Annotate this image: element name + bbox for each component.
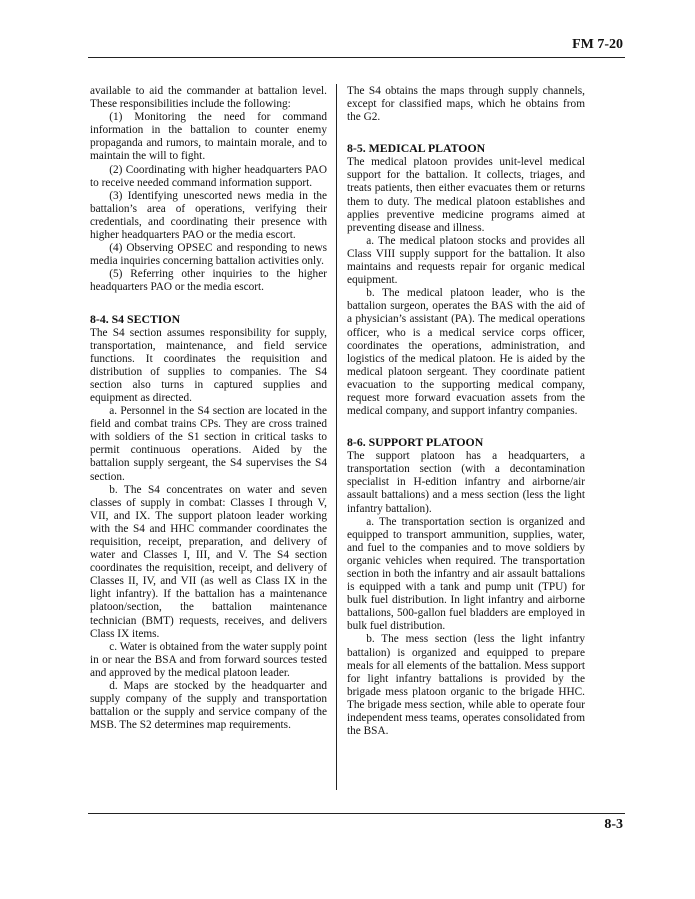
paragraph-s4-intro: The S4 section assumes responsibility for supply, transportation, maintenance, and field service functions. It coordinates the requisition and distribution of supplies to companies. The S4 section also turns in captured supplies and equipment as directed. (90, 326, 327, 404)
paragraph-s4-a: a. Personnel in the S4 section are located in the field and combat trains CPs. They are cross trained with soldiers of the S1 section in critical tasks to permit continuous operations. Aided by the battalion supply sergeant, the S4 supervises the S4 section. (90, 405, 327, 483)
paragraph-medical-b: b. The medical platoon leader, who is the battalion surgeon, operates the BAS with the aid of a physician’s assistant (PA). The medical operations officer, who is a medical service corps officer, coordinates the operations, administration, and logistics of the medical platoon. He is aided by the medical platoon sergeant. They coordinate patient evacuation to the supporting medical company, request more forward evacuation assets from the medical company, and support infantry companies. (347, 287, 585, 418)
paragraph-s4-c: c. Water is obtained from the water supply point in or near the BSA and from forward sources tested and approved by the medical platoon leader. (90, 640, 327, 679)
paragraph-s4-b: b. The S4 concentrates on water and seven classes of supply in combat: Classes I through V, VII, and IX. The support platoon leader working with the S4 and HHC commander coordinates the requisition, receipt, preparation, and delivery of water and Classes I, III, and V. The S4 section coordinates the requisition, receipt, and delivery of Classes II, IV, and VII (as well as Class IX in the light infantry). If the battalion has a maintenance platoon/section, the battalion maintenance technician (BMT) requests, receives, and delivers Class IX items. (90, 483, 327, 640)
paragraph-pao-item-5: (5) Referring other inquiries to the higher headquarters PAO or the media escort. (90, 268, 327, 294)
right-column (347, 85, 585, 790)
paragraph-pao-item-4: (4) Observing OPSEC and responding to news media inquiries concerning battalion activities only. (90, 242, 327, 268)
page-number: 8-3 (604, 817, 623, 832)
paragraph-pao-item-2: (2) Coordinating with higher headquarters PAO to receive needed command information support. (90, 163, 327, 189)
paragraph-support-a: a. The transportation section is organized and equipped to transport ammunition, supplies, water, and fuel to the companies and to move soldiers by organic vehicles when required. The transportation section in both the infantry and air assault battalions is equipped with a tank and pump unit (TPU) for bulk fuel distribution. In light infantry and airborne battalions, 500-gallon fuel bladders are employed in bulk fuel distribution. (347, 515, 585, 633)
document-id: FM 7-20 (572, 37, 623, 52)
paragraph-s4-d: d. Maps are stocked by the headquarter and supply company of the supply and transportation battalion or the supply and service company of the MSB. The S2 determines map requirements. (90, 680, 327, 732)
header-rule (88, 57, 625, 58)
section-heading-medical: 8-5. MEDICAL PLATOON (347, 141, 486, 156)
footer-rule (88, 813, 625, 814)
paragraph-medical-intro: The medical platoon provides unit-level medical support for the battalion. It collects, triages, and treats patients, then either evacuates them or returns them to duty. The medical platoon establishes and applies preventive medicine programs aimed at preventing disease and illness. (347, 156, 585, 234)
paragraph-s4-maps: The S4 obtains the maps through supply channels, except for classified maps, which he obtains from the G2. (347, 85, 585, 124)
column-divider (336, 84, 337, 790)
paragraph-pao-intro: available to aid the commander at battalion level. These responsibilities include the following: (90, 85, 327, 111)
paragraph-support-intro: The support platoon has a headquarters, a transportation section (with a decontamination specialist in H-edition infantry and airborne/air assault battalions) and a mess section (less the light infantry battalion). (347, 450, 585, 515)
paragraph-medical-a: a. The medical platoon stocks and provides all Class VIII supply support for the battalion. It also maintains and requests repair for organic medical equipment. (347, 234, 585, 287)
section-heading-support: 8-6. SUPPORT PLATOON (347, 435, 484, 450)
section-heading-s4: 8-4. S4 SECTION (90, 311, 181, 326)
paragraph-pao-item-1: (1) Monitoring the need for command information in the battalion to counter enemy propaganda and rumors, to maintain morale, and to maintain the will to fight. (90, 111, 327, 163)
paragraph-support-b: b. The mess section (less the light infantry battalion) is organized and equipped to prepare meals for all elements of the battalion. Mess support for light infantry battalions is provided by the brigade mess platoon organic to the brigade HHC. The brigade mess section, while able to operate four independent mess teams, operates consolidated from the BSA. (347, 633, 585, 738)
left-column (90, 85, 327, 790)
paragraph-pao-item-3: (3) Identifying unescorted news media in the battalion’s area of operations, verifying their credentials, and coordinating their presence with higher headquarters PAO or the media escort. (90, 189, 327, 242)
